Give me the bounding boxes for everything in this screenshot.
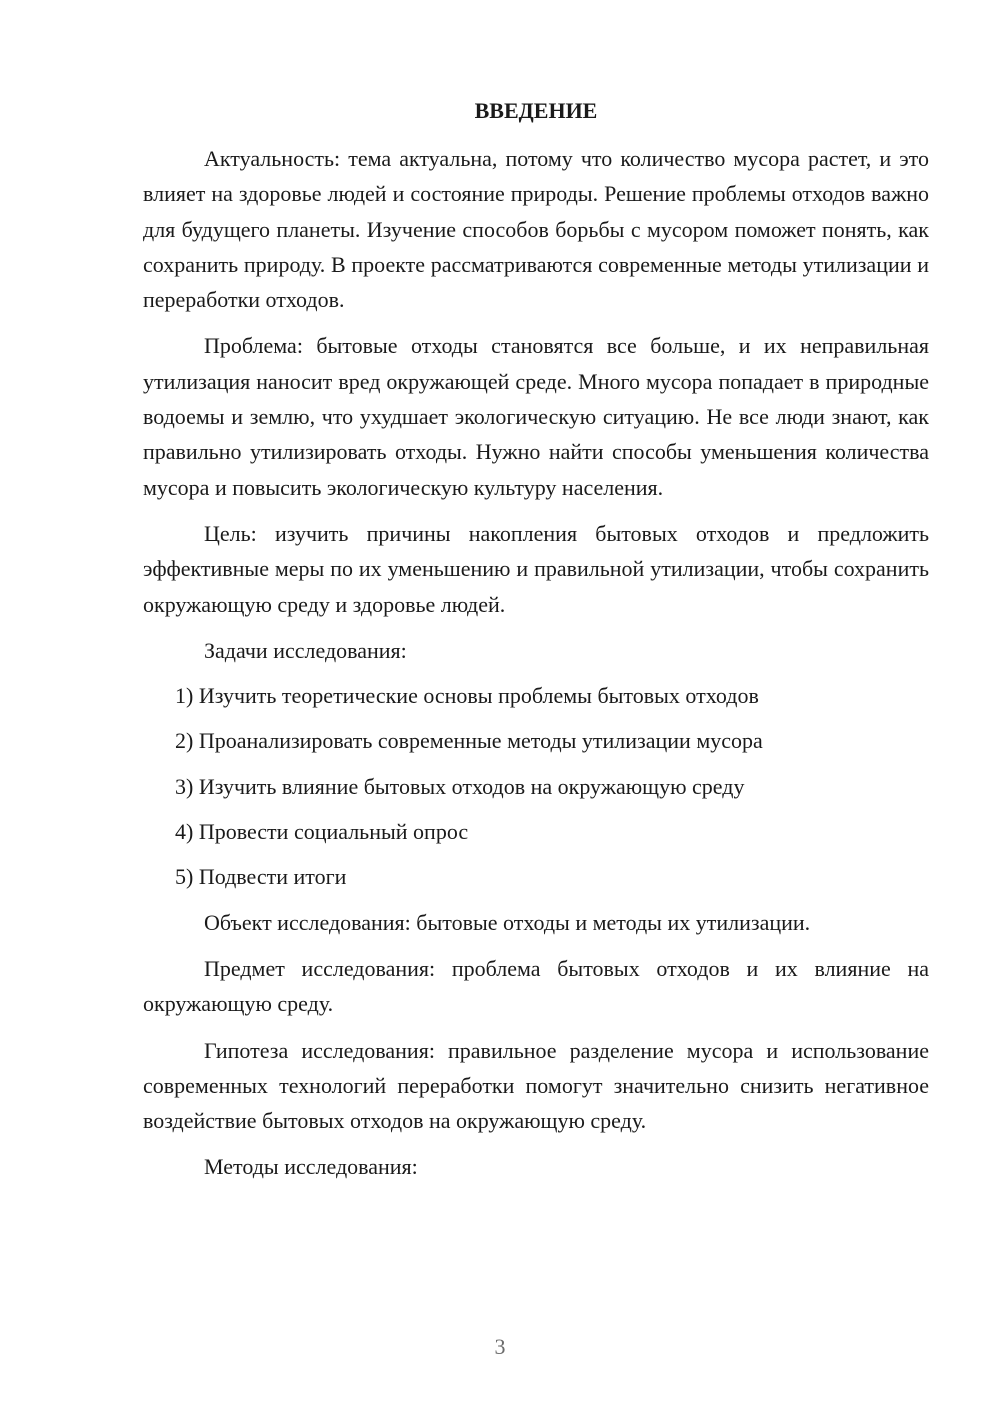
hypothesis-paragraph: Гипотеза исследования: правильное разделение мусора и использование современных технологий переработки помогут значительно снизить негативное воздействие бытовых отходов на окружающую среду. [143,1037,929,1134]
tasks-title: Задачи исследования: [204,637,407,663]
task-item: 5) Подвести итоги [175,864,347,890]
page-number: 3 [494,1334,506,1359]
document-page [143,94,929,1196]
problem-paragraph: Проблема: бытовые отходы становятся все больше, и их неправильная утилизация наносит вред окружающей среде. Много мусора попадает в природные водоемы и землю, что ухудшает экологическую ситуацию. Не все люди знают, как правильно утилизировать отходы. Нужно найти способы уменьшения количества мусора и повысить экологическую культуру населения. [143,333,929,500]
methods-title: Методы исследования: [204,1154,418,1180]
relevance-paragraph: Актуальность: тема актуальна, потому что количество мусора растет, и это влияет на здоровье людей и состояние природы. Решение проблемы отходов важно для будущего планеты. Изучение способов борьбы с мусором поможет понять, как сохранить природу. В проекте рассматриваются современные методы утилизации и переработки отходов. [143,146,929,313]
page-heading: ВВЕДЕНИЕ [474,98,598,123]
task-item: 4) Провести социальный опрос [175,819,469,845]
task-item: 3) Изучить влияние бытовых отходов на окружающую среду [175,773,745,799]
tasks-list [143,678,929,894]
object-paragraph: Объект исследования: бытовые отходы и методы их утилизации. [204,909,811,935]
goal-paragraph: Цель: изучить причины накопления бытовых отходов и предложить эффективные меры по их уменьшению и правильной утилизации, чтобы сохранить окружающую среду и здоровье людей. [143,520,929,617]
subject-paragraph: Предмет исследования: проблема бытовых отходов и их влияние на окружающую среду. [143,955,929,1017]
task-item: 1) Изучить теоретические основы проблемы бытовых отходов [175,683,759,709]
task-item: 2) Проанализировать современные методы утилизации мусора [175,728,763,754]
